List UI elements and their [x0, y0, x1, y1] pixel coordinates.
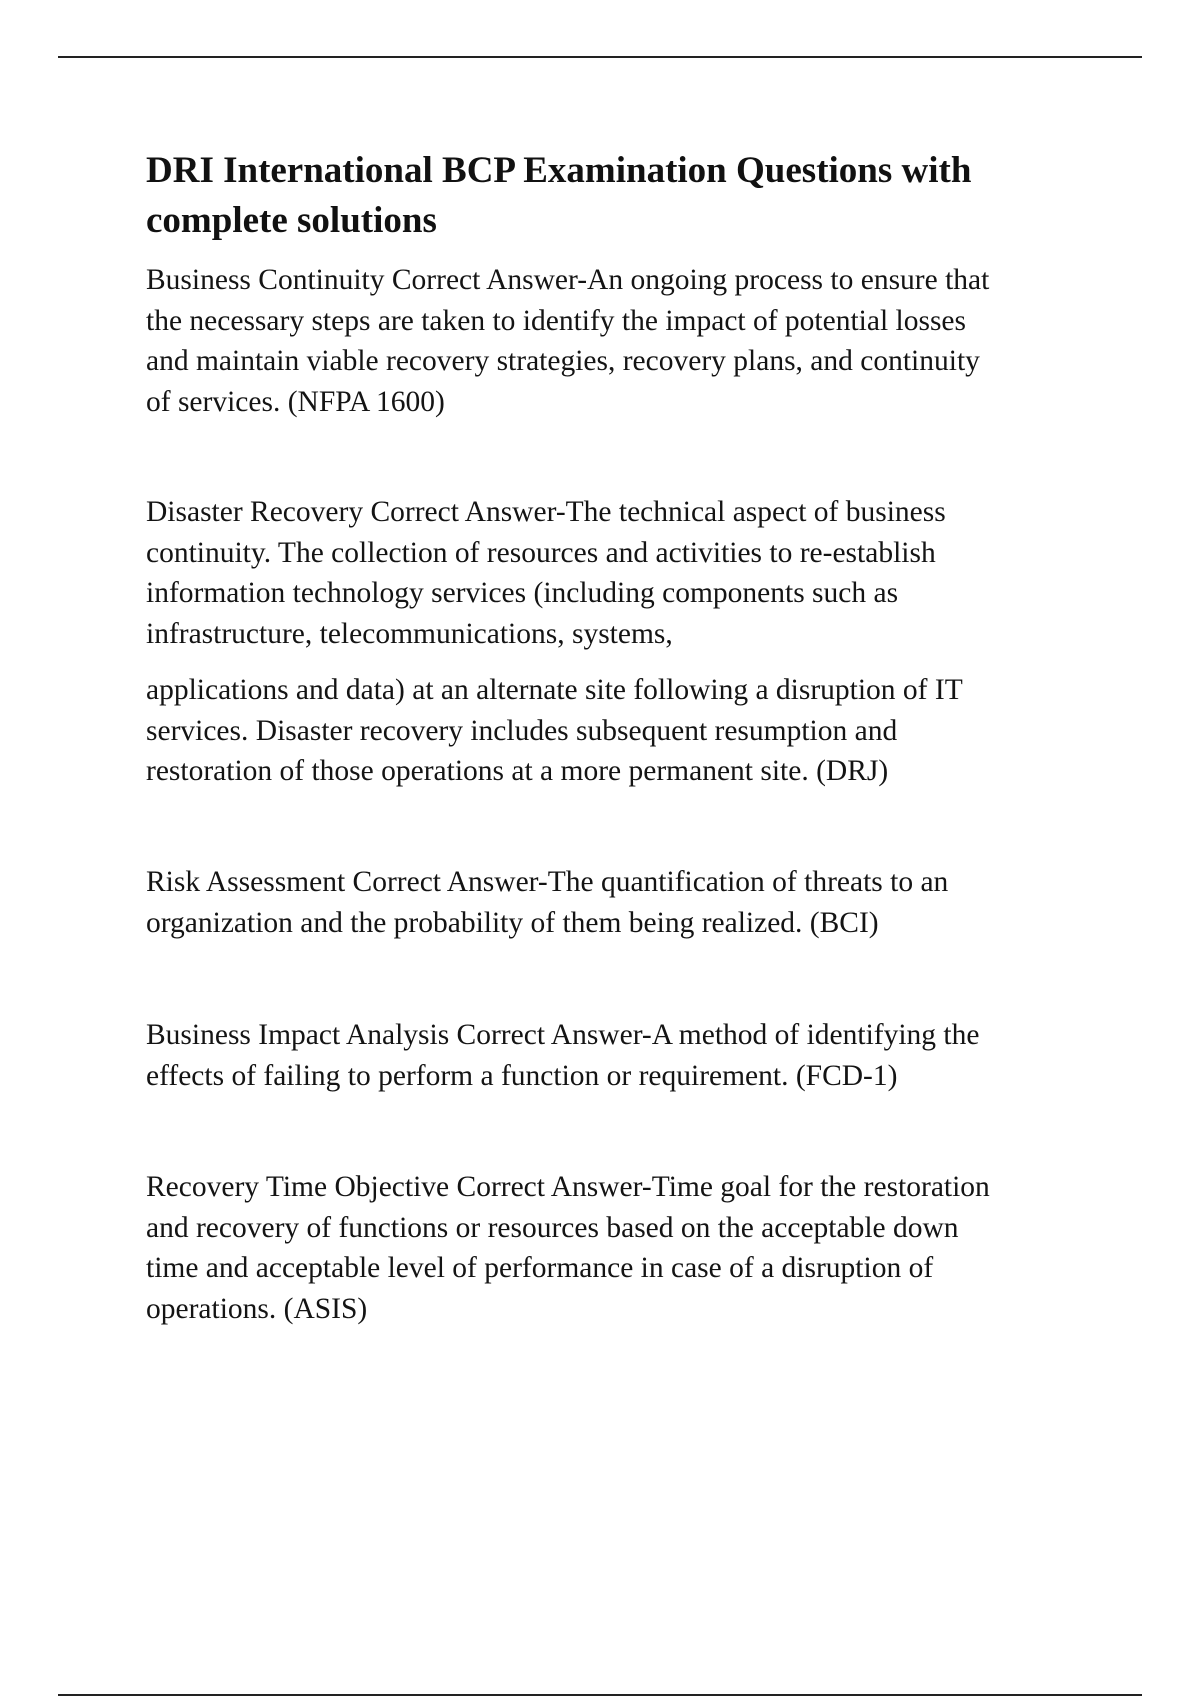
entry-line: applications and data) at an alternate site following a disruption of IT: [146, 674, 963, 706]
entry-line: services. Disaster recovery includes subsequent resumption and: [146, 714, 898, 747]
bottom-rule: [58, 1694, 1142, 1696]
entry-line: Disaster Recovery Correct Answer-The technical aspect of business: [146, 496, 946, 528]
entry-business-continuity: [146, 260, 1106, 422]
entry-line: continuity. The collection of resources and activities to re-establish: [146, 536, 936, 569]
entry-line: and maintain viable recovery strategies, recovery plans, and continuity: [146, 345, 980, 377]
entry-line: time and acceptable level of performance in case of a disruption of: [146, 1252, 934, 1284]
entry-disaster-recovery: [146, 492, 1106, 654]
entry-business-impact-analysis: [146, 1015, 1106, 1096]
entry-line: operations. (ASIS): [146, 1292, 368, 1325]
entry-risk-assessment: [146, 862, 1106, 943]
title-line: complete solutions: [146, 200, 437, 241]
entry-line: the necessary steps are taken to identify the impact of potential losses: [146, 304, 967, 337]
entry-line: Recovery Time Objective Correct Answer-Time goal for the restoration: [146, 1171, 990, 1203]
document-title: [146, 146, 1106, 246]
entry-line: Business Continuity Correct Answer-An ongoing process to ensure that: [146, 264, 990, 296]
entry-line: Business Impact Analysis Correct Answer-A method of identifying the: [146, 1019, 980, 1051]
entry-line: infrastructure, telecommunications, systems,: [146, 617, 673, 650]
entry-line: of services. (NFPA 1600): [146, 385, 445, 418]
entry-recovery-time-objective: [146, 1167, 1106, 1329]
entry-line: and recovery of functions or resources based on the acceptable down: [146, 1211, 959, 1244]
entry-line: restoration of those operations at a more permanent site. (DRJ): [146, 755, 889, 787]
top-rule: [58, 56, 1142, 58]
entry-line: organization and the probability of them being realized. (BCI): [146, 906, 879, 939]
entry-disaster-recovery-continued: [146, 670, 1106, 792]
entry-line: Risk Assessment Correct Answer-The quantification of threats to an: [146, 866, 949, 898]
entry-line: information technology services (including components such as: [146, 577, 899, 609]
title-line: DRI International BCP Examination Questions with: [146, 150, 972, 191]
entry-line: effects of failing to perform a function or requirement. (FCD-1): [146, 1059, 898, 1092]
